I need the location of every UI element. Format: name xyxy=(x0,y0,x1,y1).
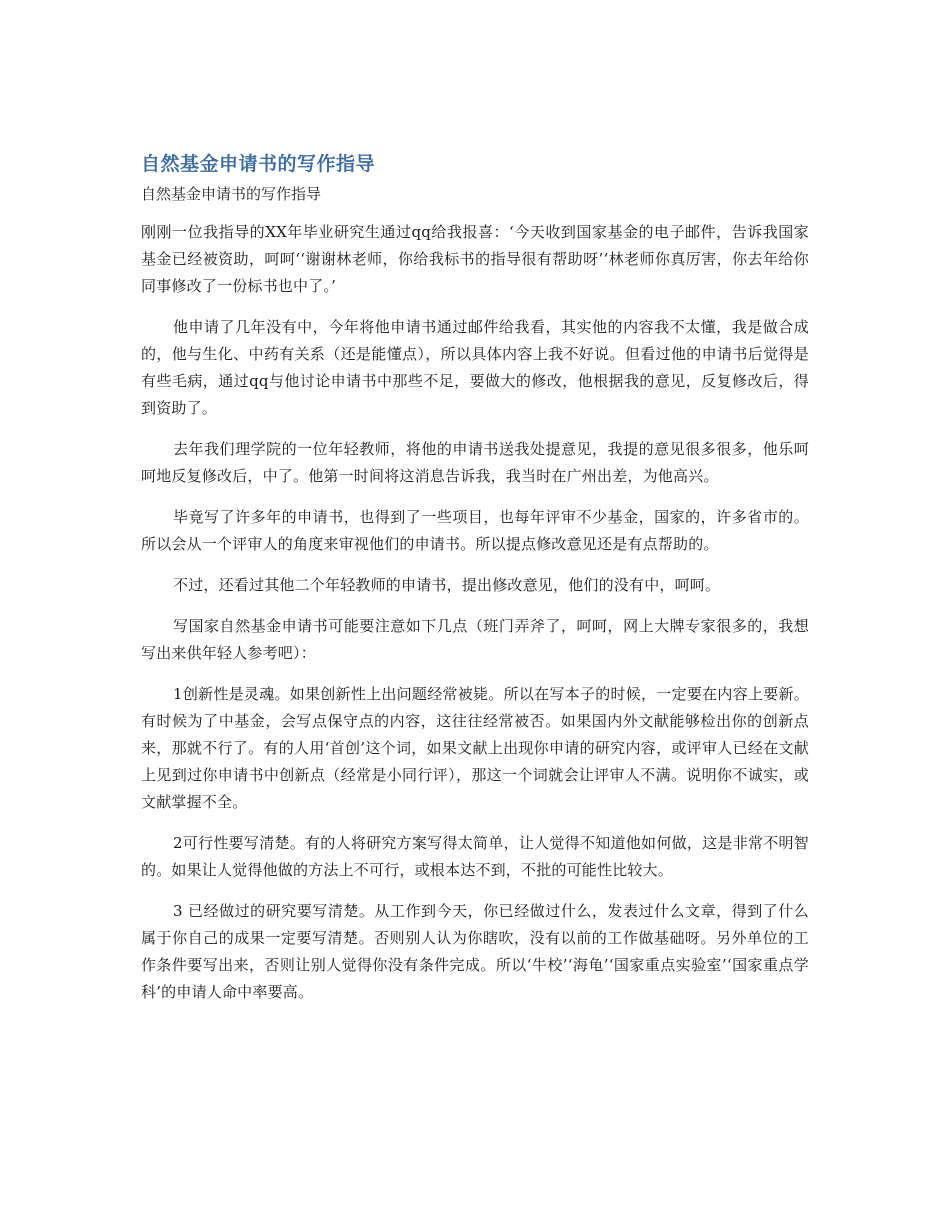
paragraph: 他申请了几年没有中，今年将他申请书通过邮件给我看，其实他的内容我不太懂，我是做合成的，他与生化、中药有关系（还是能懂点），所以具体内容上我不好说。但看过他的申请书后觉得是有些毛病，通过qq与他讨论申请书中那些不足，要做大的修改，他根据我的意见，反复修改后，得到资助了。 xyxy=(141,318,809,417)
paragraph: 去年我们理学院的一位年轻教师，将他的申请书送我处提意见，我提的意见很多很多，他乐呵呵地反复修改后，中了。他第一时间将这消息告诉我，我当时在广州出差，为他高兴。 xyxy=(141,440,809,485)
paragraph: 写国家自然基金申请书可能要注意如下几点（班门弄斧了，呵呵，网上大牌专家很多的，我想写出来供年轻人参考吧）： xyxy=(141,617,809,662)
paragraph-point-2: 2可行性要写清楚。有的人将研究方案写得太简单，让人觉得不知道他如何做，这是非常不明智的。如果让人觉得他做的方法上不可行，或根本达不到，不批的可能性比较大。 xyxy=(141,834,809,879)
document-title: 自然基金申请书的写作指导 xyxy=(141,153,376,175)
document-body xyxy=(141,148,809,1006)
paragraph-point-3: 3 已经做过的研究要写清楚。从工作到今天，你已经做过什么，发表过什么文章，得到了什么属于你自己的成果一定要写清楚。否则别人认为你瞎吹，没有以前的工作做基础呀。另外单位的工作条件要写出来，否则让别人觉得你没有条件完成。所以‘牛校’‘海龟’‘国家重点实验室’‘国家重点学科’的申请人命中率要高。 xyxy=(141,902,809,1001)
paragraph-point-1: 1创新性是灵魂。如果创新性上出问题经常被毙。所以在写本子的时候，一定要在内容上要新。有时候为了中基金，会写点保守点的内容，这往往经常被否。如果国内外文献能够检出你的创新点来，那就不行了。有的人用‘首创’这个词，如果文献上出现你申请的研究内容，或评审人已经在文献上见到过你申请书中创新点（经常是小同行评），那这一个词就会让评审人不满。说明你不诚实，或文献掌握不全。 xyxy=(141,685,809,811)
paragraph: 毕竟写了许多年的申请书，也得到了一些项目，也每年评审不少基金，国家的，许多省市的。所以会从一个评审人的角度来审视他们的申请书。所以提点修改意见还是有点帮助的。 xyxy=(141,508,809,553)
document-subtitle: 自然基金申请书的写作指导 xyxy=(141,185,322,203)
paragraph-intro: 刚刚一位我指导的XX年毕业研究生通过qq给我报喜：‘今天收到国家基金的电子邮件，告诉我国家基金已经被资助，呵呵‘‘谢谢林老师，你给我标书的指导很有帮助呀’‘林老师你真厉害，你去年给你同事修改了一份标书也中了。’ xyxy=(141,223,809,295)
paragraph: 不过，还看过其他二个年轻教师的申请书，提出修改意见，他们的没有中，呵呵。 xyxy=(173,576,721,594)
